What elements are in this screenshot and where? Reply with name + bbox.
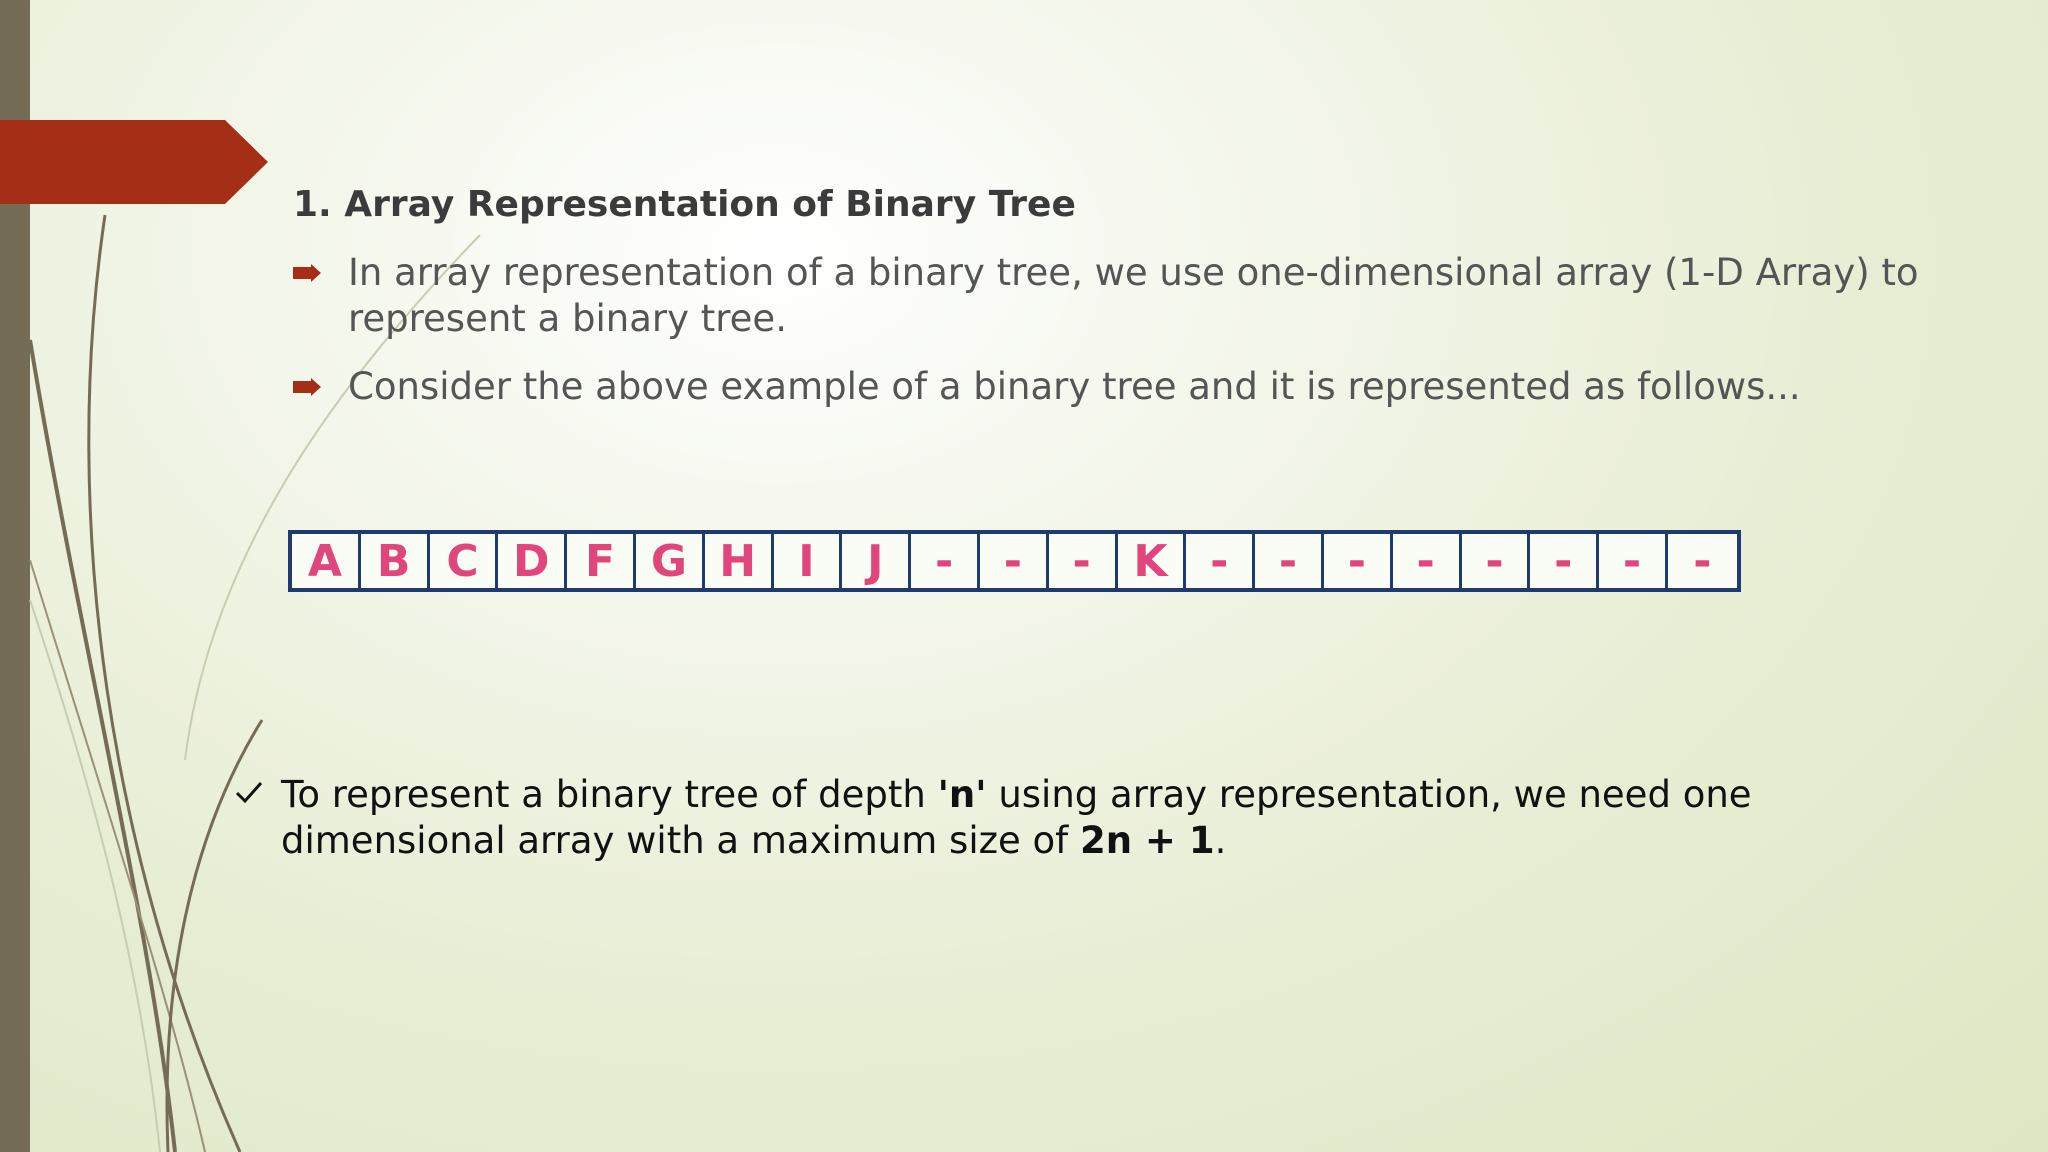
bullet-item (293, 250, 1933, 342)
array-cell: - (1255, 534, 1324, 588)
array-cell: H (705, 534, 774, 588)
array-cell: B (361, 534, 430, 588)
bullet-text: Consider the above example of a binary tree and it is represented as follows... (348, 365, 1801, 408)
array-cell: - (1599, 534, 1668, 588)
note-text-part: . (1214, 819, 1227, 862)
arrow-bullet-icon (293, 264, 321, 282)
note-text-part: using array representation, we need one dimensional array with a maximum size of (281, 773, 1752, 862)
note-text-part: To represent a binary tree of depth (281, 773, 938, 816)
array-cell: G (636, 534, 705, 588)
array-representation (288, 530, 1741, 592)
array-cell: I (774, 534, 843, 588)
note-text (281, 772, 1794, 864)
title-arrow-shape (0, 120, 268, 204)
array-cell: - (1186, 534, 1255, 588)
check-icon (234, 778, 264, 808)
array-cell: - (911, 534, 980, 588)
note-block (234, 772, 1794, 864)
note-bold-size: 2n + 1 (1079, 819, 1215, 862)
array-cell: F (567, 534, 636, 588)
slide-heading: 1. Array Representation of Binary Tree (293, 184, 1076, 225)
array-cell: - (1049, 534, 1118, 588)
array-cell: - (1530, 534, 1599, 588)
array-cell: - (1324, 534, 1393, 588)
array-cell: J (842, 534, 911, 588)
array-cell: D (498, 534, 567, 588)
array-cell: - (1393, 534, 1462, 588)
bullet-text: In array representation of a binary tree, we use one-dimensional array (1-D Array) to represent a binary tree. (348, 251, 1919, 340)
arrow-bullet-icon (293, 378, 321, 396)
array-cell: - (1462, 534, 1531, 588)
array-cell: C (430, 534, 499, 588)
bullet-item (293, 364, 1933, 410)
note-bold-depth: 'n' (937, 773, 987, 816)
array-cell: K (1118, 534, 1187, 588)
array-cell: A (292, 534, 361, 588)
array-cell: - (980, 534, 1049, 588)
array-cell: - (1693, 535, 1712, 587)
bullet-list (293, 250, 1933, 432)
